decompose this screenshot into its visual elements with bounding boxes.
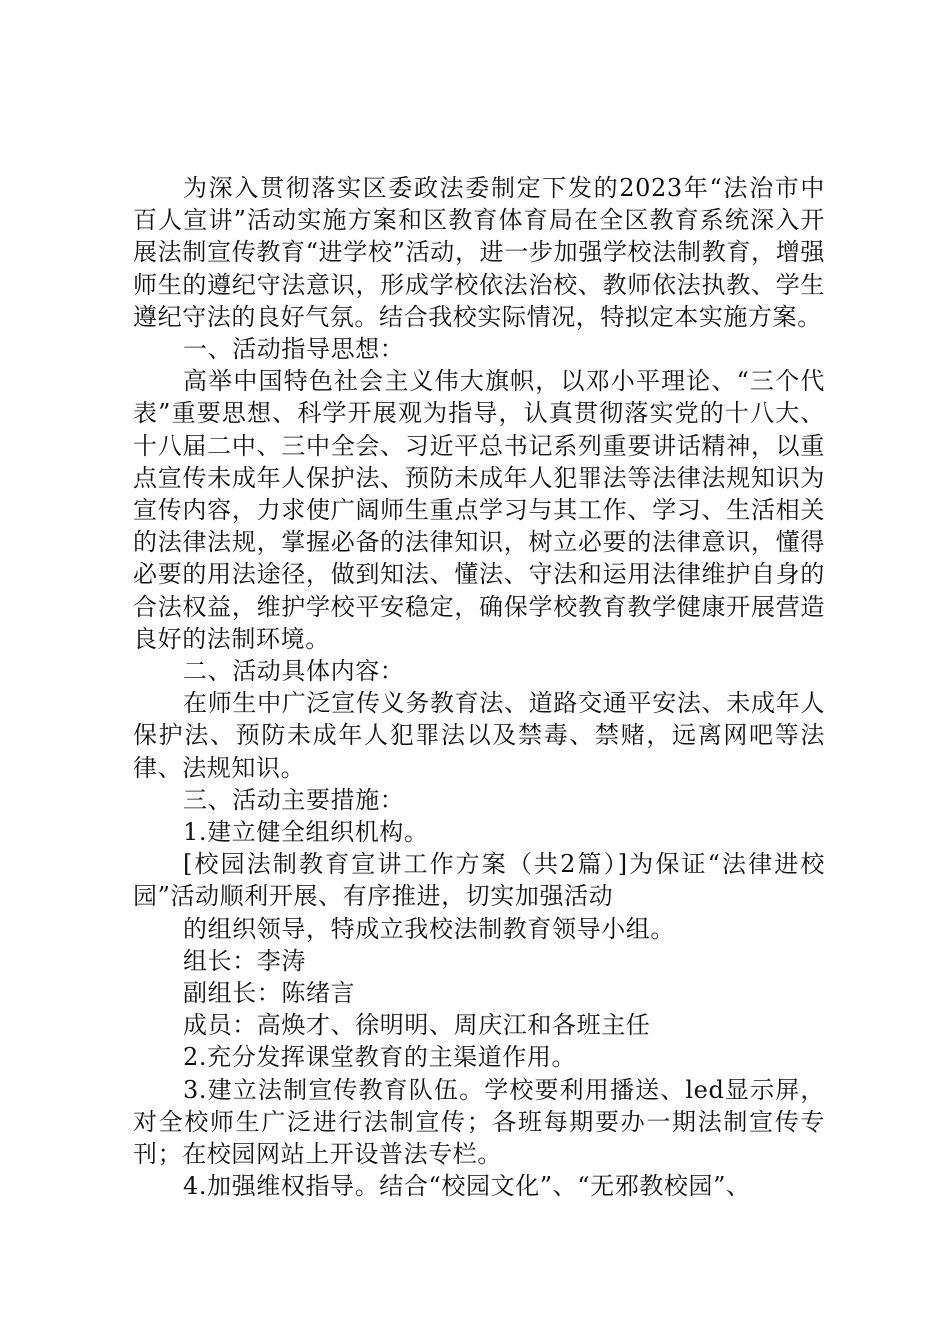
deputy-leader-line: 副组长：陈绪言 [183,979,356,1008]
measure-4-item: 4.加强维权指导。结合“校园文化”、“无邪教校园”、 [183,1172,751,1201]
document-body [133,172,825,1203]
intro-paragraph: 为深入贯彻落实区委政法委制定下发的2023年“法治市中百人宣讲”活动实施方案和区教育体育局在全区教育系统深入开展法制宣传教育“进学校”活动，进一步加强学校法制教育，增强师生的遵纪守法意识，形成学校依法治校、教师依法执教、学生遵纪守法的良好气氛。结合我校实际情况，特拟定本实施方案。 [133,174,825,331]
measure-3-item: 3.建立法制宣传教育队伍。学校要利用播送、led显示屏，对全校师生广泛进行法制宣传；各班每期要办一期法制宣传专刊；在校园网站上开设普法专栏。 [133,1075,825,1169]
section-heading-specific-content: 二、活动具体内容： [183,657,405,686]
section-heading-guiding-thought: 一、活动指导思想： [183,335,405,364]
measure-2-item: 2.充分发挥课堂教育的主渠道作用。 [183,1043,577,1072]
specific-content-paragraph: 在师生中广泛宣传义务教育法、道路交通平安法、未成年人保护法、预防未成年人犯罪法以及禁毒、禁赌，远离网吧等法律、法规知识。 [133,689,825,782]
section-heading-main-measures: 三、活动主要措施： [183,785,405,814]
members-line: 成员：高焕才、徐明明、周庆江和各班主任 [183,1011,651,1040]
measure-1-item: 1.建立健全组织机构。 [183,818,429,847]
leadership-group-paragraph: 的组织领导，特成立我校法制教育领导小组。 [183,914,675,943]
guiding-thought-paragraph: 高举中国特色社会主义伟大旗帜，以邓小平理论、“三个代表”重要思想、科学开展观为指导，认真贯彻落实党的十八大、十八届二中、三中全会、习近平总书记系列重要讲话精神，以重点宣传未成年人保护法、预防未成年人犯罪法等法律法规知识为宣传内容，力求使广阔师生重点学习与其工作、学习、生活相关的法律法规，掌握必备的法律知识，树立必要的法律意识，懂得必要的用法途径，做到知法、懂法、守法和运用法律维护自身的合法权益，维护学校平安稳定，确保学校教育教学健康开展营造良好的法制环境。 [133,367,825,653]
bracket-note-paragraph: [校园法制教育宣讲工作方案（共2篇）]为保证“法律进校园”活动顺利开展、有序推进，切实加强活动 [133,850,825,911]
group-leader-line: 组长：李涛 [183,946,306,975]
